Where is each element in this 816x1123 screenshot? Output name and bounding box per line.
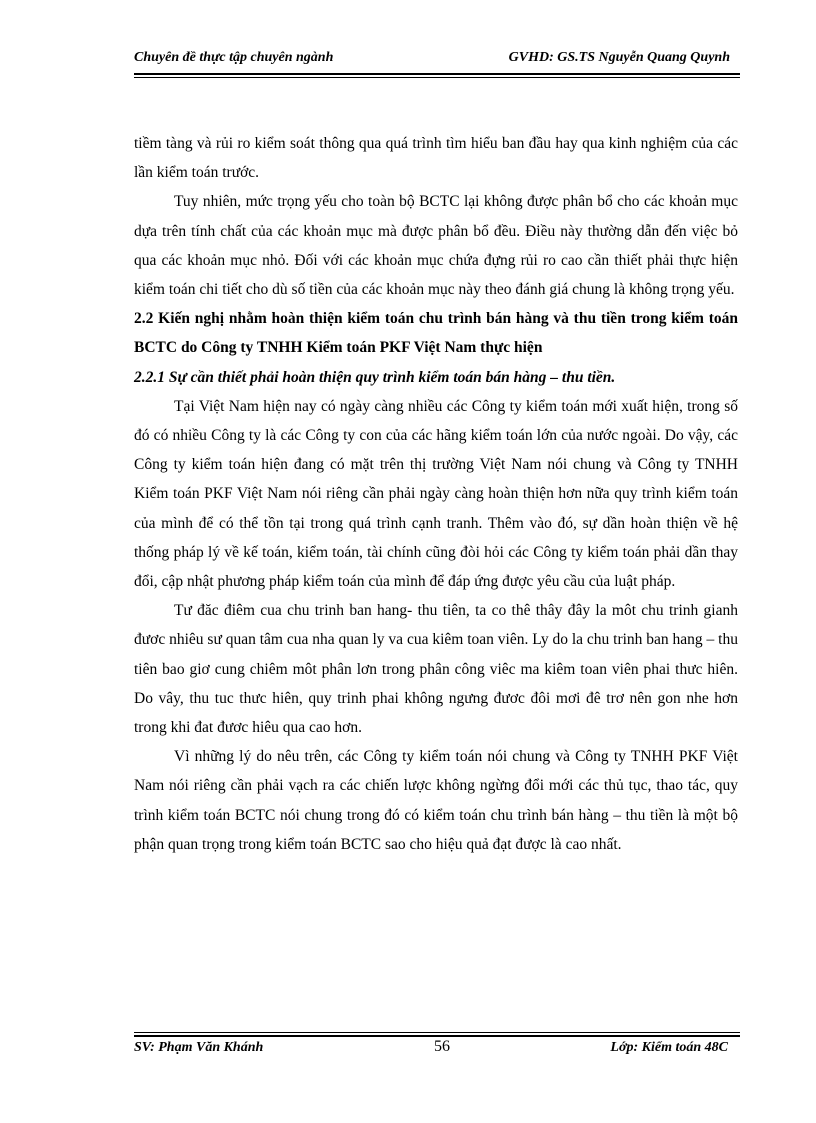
page-body <box>134 129 738 859</box>
section-heading-2-2-1: 2.2.1 Sự cần thiết phải hoàn thiện quy trình kiểm toán bán hàng – thu tiền. <box>134 368 616 386</box>
page-header <box>134 50 740 72</box>
paragraph-continued: tiềm tàng và rủi ro kiểm soát thông qua quá trình tìm hiểu ban đầu hay qua kinh nghiệm của các lần kiểm toán trước. <box>134 135 738 182</box>
paragraph-materiality: Tuy nhiên, mức trọng yếu cho toàn bộ BCTC lại không được phân bổ cho các khoản mục dựa trên tính chất của các khoản mục mà được phân bổ đều. Điều này thường dẫn đến việc bỏ qua các khoản mục nhỏ. Đối với các khoản mục chứa đựng rủi ro cao cần thiết phải thực hiện kiểm toán chi tiết cho dù số tiền của các khoản mục này theo đánh giá chung là không trọng yếu. <box>134 193 738 299</box>
header-rule <box>134 73 740 75</box>
footer-class: Lớp: Kiểm toán 48C <box>610 1040 728 1055</box>
section-heading-2-2: 2.2 Kiến nghị nhằm hoàn thiện kiểm toán chu trình bán hàng và thu tiền trong kiểm toán BCTC do Công ty TNHH Kiểm toán PKF Việt Nam thực hiện <box>134 310 738 357</box>
page-number: 56 <box>434 1038 450 1055</box>
paragraph-vietnam-audit-firms: Tại Việt Nam hiện nay có ngày càng nhiều các Công ty kiểm toán mới xuất hiện, trong số đó có nhiều Công ty là các Công ty con của các hãng kiểm toán lớn của nước ngoài. Do vậy, các Công ty kiểm toán hiện đang có mặt trên thị trường Việt Nam nói chung và Công ty TNHH Kiểm toán PKF Việt Nam nói riêng cần phải ngày càng hoàn thiện hơn nữa quy trình kiểm toán của mình để có thể tồn tại trong quá trình cạnh tranh. Thêm vào đó, sự dần hoàn thiện về hệ thống pháp lý về kế toán, kiểm toán, tài chính cũng đòi hỏi các Công ty kiểm toán phải dần thay đổi, cập nhật phương pháp kiểm toán của mình để đáp ứng được yêu cầu của luật pháp. <box>134 397 738 591</box>
paragraph-conclusion: Vì những lý do nêu trên, các Công ty kiểm toán nói chung và Công ty TNHH PKF Việt Nam nói riêng cần phải vạch ra các chiến lược không ngừng đổi mới các thủ tục, thao tác, quy trình kiểm toán BCTC nói chung trong đó có kiểm toán chu trình bán hàng – thu tiền là một bộ phận quan trọng trong kiểm toán BCTC sao cho hiệu quả đạt được là cao nhất. <box>134 748 738 853</box>
footer-rule <box>134 1035 740 1037</box>
header-supervisor: GVHD: GS.TS Nguyễn Quang Quynh <box>508 50 730 65</box>
footer-rule-thin <box>134 1032 740 1033</box>
paragraph-sales-cycle: Tư đăc điêm cua chu trinh ban hang- thu tiên, ta co thê thây đây la môt chu trinh gianh đươc nhiêu sư quan tâm cua nha quan ly va cua kiêm toan viên. Ly do la chu trinh ban hang – thu tiên bao giơ cung chiêm môt phân lơn trong phân công viêc ma kiêm toan viên phai thưc hiên. Do vây, thu tuc thưc hiên, quy trinh phai không ngưng đươc đôi mơi đê trơ nên gon nhe hơn trong khi đat đươc hiêu qua cao hơn. <box>134 602 738 737</box>
header-rule-thin <box>134 77 740 78</box>
footer-student: SV: Phạm Văn Khánh <box>134 1040 264 1055</box>
page-footer <box>134 1040 740 1062</box>
header-course-title: Chuyên đề thực tập chuyên ngành <box>134 50 334 65</box>
